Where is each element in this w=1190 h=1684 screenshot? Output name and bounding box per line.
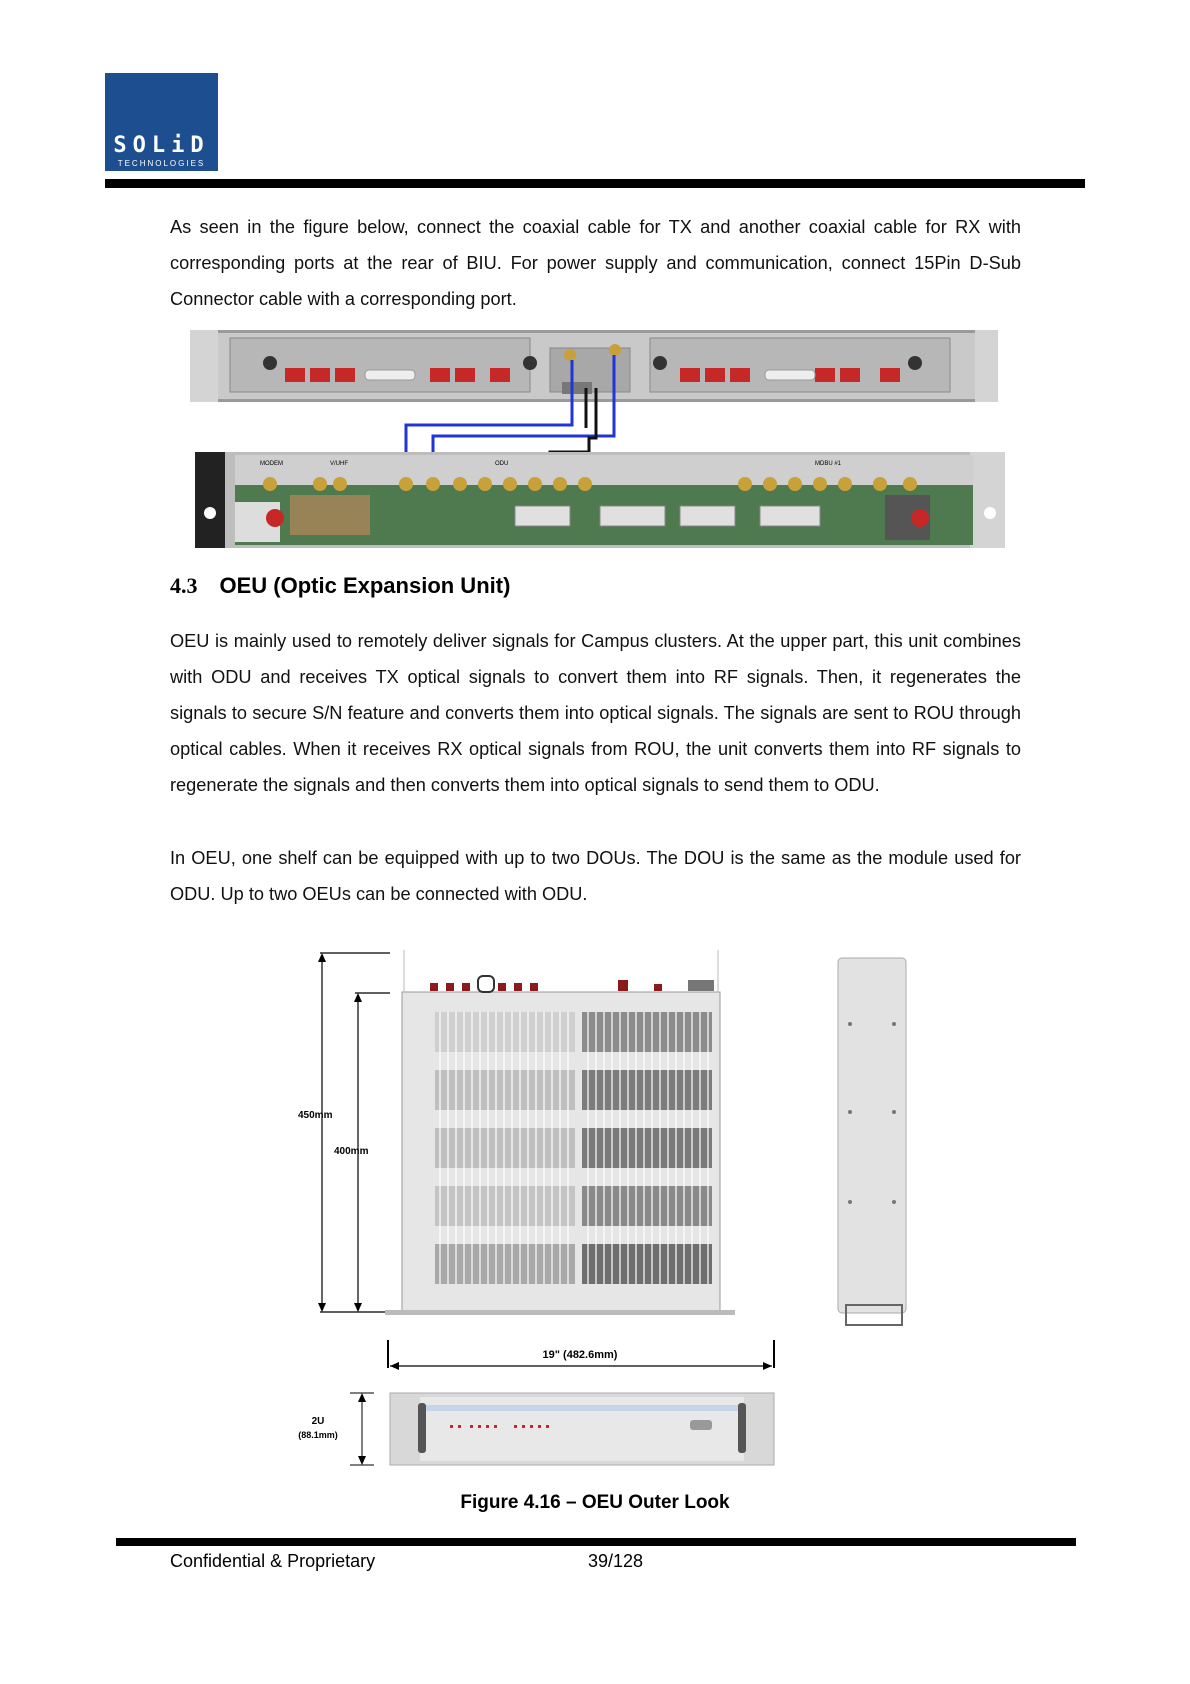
- body-paragraph-2: In OEU, one shelf can be equipped with up to two DOUs. The DOU is the same as the module used for ODU. Up to two OEUs can be connected with ODU.: [170, 848, 1021, 904]
- dim-2u-mm-label: (88.1mm): [298, 1430, 338, 1440]
- body-paragraph-1: OEU is mainly used to remotely deliver signals for Campus clusters. At the upper part, this unit combines with ODU and receives TX optical signals to convert them into RF signals. Then, it regenerates the signals to secure S/N feature and converts them into optical signals. The signals are sent to ROU through optical cables. When it receives RX optical signals from ROU, the unit converts them into RF signals to regenerate the signals and then converts them into optical signals to send them to ODU.: [170, 631, 1021, 795]
- dim-400-label: 400mm: [334, 1146, 369, 1157]
- lower-shelf: [195, 452, 1005, 548]
- dim-450-label: 450mm: [298, 1110, 333, 1121]
- upper-shelf: [190, 330, 998, 402]
- footer-page-number: 39/128: [588, 1551, 644, 1571]
- intro-paragraph: As seen in the figure below, connect the coaxial cable for TX and another coaxial cable for RX with corresponding ports at the rear of BIU. For power supply and communication, connect 15Pin D-Sub Connector cable with a corresponding port.: [170, 217, 1021, 309]
- section-heading: [170, 573, 510, 599]
- header-rule: [105, 179, 1085, 188]
- section-number: 4.3: [170, 573, 198, 598]
- dim-2u-label: 2U: [311, 1416, 325, 1427]
- biu-connection-figure: [190, 330, 1005, 548]
- modem-label: MODEM: [260, 461, 283, 467]
- oeu-outer-look-figure: [290, 950, 920, 1470]
- figure-caption: Figure 4.16 – OEU Outer Look: [460, 1492, 730, 1513]
- footer-confidential: Confidential & Proprietary: [170, 1551, 376, 1571]
- footer-rule: [116, 1538, 1076, 1546]
- mdbu-label: MDBU #1: [815, 461, 842, 467]
- odu-label: ODU: [495, 461, 509, 467]
- logo-subtitle: TECHNOLOGIES: [117, 159, 206, 168]
- section-title: OEU (Optic Expansion Unit): [219, 573, 511, 598]
- vuhf-label: V/UHF: [330, 461, 348, 467]
- dim-width-label: 19" (482.6mm): [542, 1349, 618, 1361]
- logo-wordmark: SOLiD: [113, 133, 210, 158]
- company-logo: [105, 73, 218, 171]
